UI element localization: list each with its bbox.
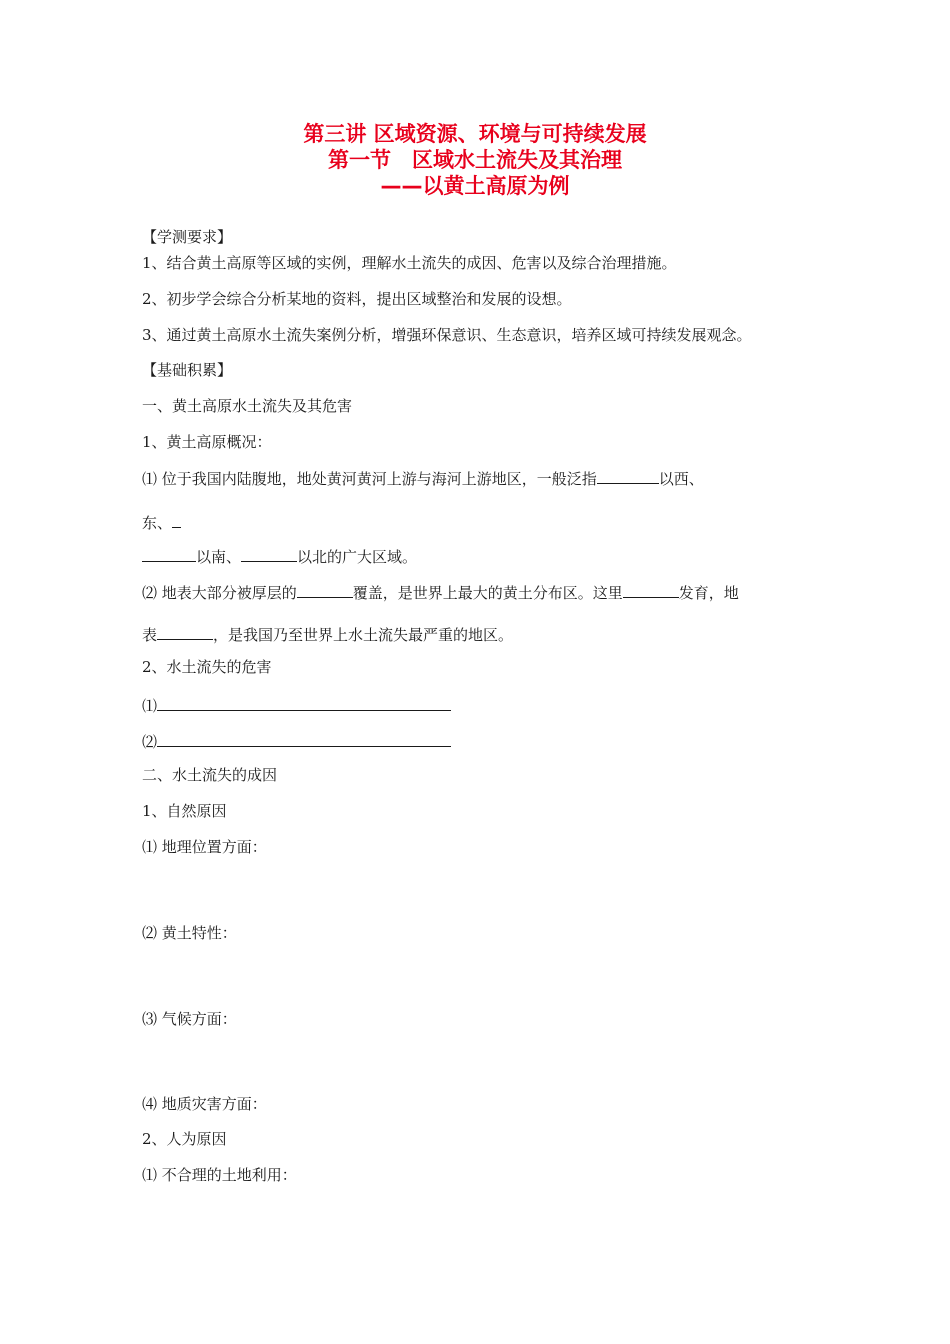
subsection-heading: 2、人为原因 [142, 1130, 227, 1148]
section-heading: 二、水土流失的成因 [142, 766, 278, 784]
text: 覆盖，是世界上最大的黄土分布区。这里 [352, 584, 623, 602]
paragraph-location-cont [142, 511, 181, 533]
text: 发育，地 [678, 584, 739, 602]
fill-blank[interactable] [172, 511, 181, 528]
subtitle: ——以黄土高原为例 [380, 174, 570, 198]
text: ，是我国乃至世界上水土流失最严重的地区。 [213, 626, 514, 644]
human-cause-item: ⑴ 不合理的土地利用： [142, 1166, 297, 1184]
text: 以西、 [658, 470, 704, 488]
text: 表 [142, 626, 158, 644]
requirement-item: 2、初步学会综合分析某地的资料，提出区域整治和发展的设想。 [142, 290, 572, 308]
basics-header: 【基础积累】 [142, 361, 233, 379]
requirements-header: 【学测要求】 [142, 228, 233, 246]
text: ⑵ 地表大部分被厚层的 [142, 584, 297, 602]
paragraph-location [142, 467, 704, 489]
natural-cause-item: ⑴ 地理位置方面： [142, 838, 267, 856]
text: 以北的广大区域。 [297, 548, 418, 566]
harm-item [142, 730, 451, 752]
answer-line[interactable] [157, 730, 451, 747]
fill-blank[interactable] [241, 545, 297, 562]
paragraph-loess [142, 581, 739, 603]
fill-blank[interactable] [623, 581, 679, 598]
page-title: 第三讲 区域资源、环境与可持续发展 [303, 122, 647, 146]
subsection-heading: 2、水土流失的危害 [142, 658, 272, 676]
section-heading: 一、黄土高原水土流失及其危害 [142, 397, 353, 415]
section-title: 第一节 区域水土流失及其治理 [328, 148, 622, 172]
subsection-heading: 1、自然原因 [142, 802, 227, 820]
answer-line[interactable] [157, 694, 451, 711]
subsection-heading: 1、黄土高原概况： [142, 433, 272, 451]
requirement-item: 3、通过黄土高原水土流失案例分析，增强环保意识、生态意识，培养区域可持续发展观念。 [142, 326, 752, 344]
natural-cause-item: ⑵ 黄土特性： [142, 924, 237, 942]
fill-blank[interactable] [157, 623, 213, 640]
paragraph-loess-cont [142, 623, 513, 645]
text: ⑴ [142, 697, 158, 715]
text: ⑴ 位于我国内陆腹地，地处黄河黄河上游与海河上游地区，一般泛指 [142, 470, 597, 488]
text: 以南、 [196, 548, 242, 566]
text: 东、 [142, 514, 173, 532]
natural-cause-item: ⑶ 气候方面： [142, 1010, 237, 1028]
text: ⑵ [142, 733, 158, 751]
fill-blank[interactable] [297, 581, 353, 598]
requirement-item: 1、结合黄土高原等区域的实例，理解水土流失的成因、危害以及综合治理措施。 [142, 254, 677, 272]
harm-item [142, 694, 451, 716]
fill-blank[interactable] [597, 467, 659, 484]
paragraph-location-cont [142, 545, 417, 567]
fill-blank[interactable] [142, 545, 196, 562]
natural-cause-item: ⑷ 地质灾害方面： [142, 1095, 267, 1113]
